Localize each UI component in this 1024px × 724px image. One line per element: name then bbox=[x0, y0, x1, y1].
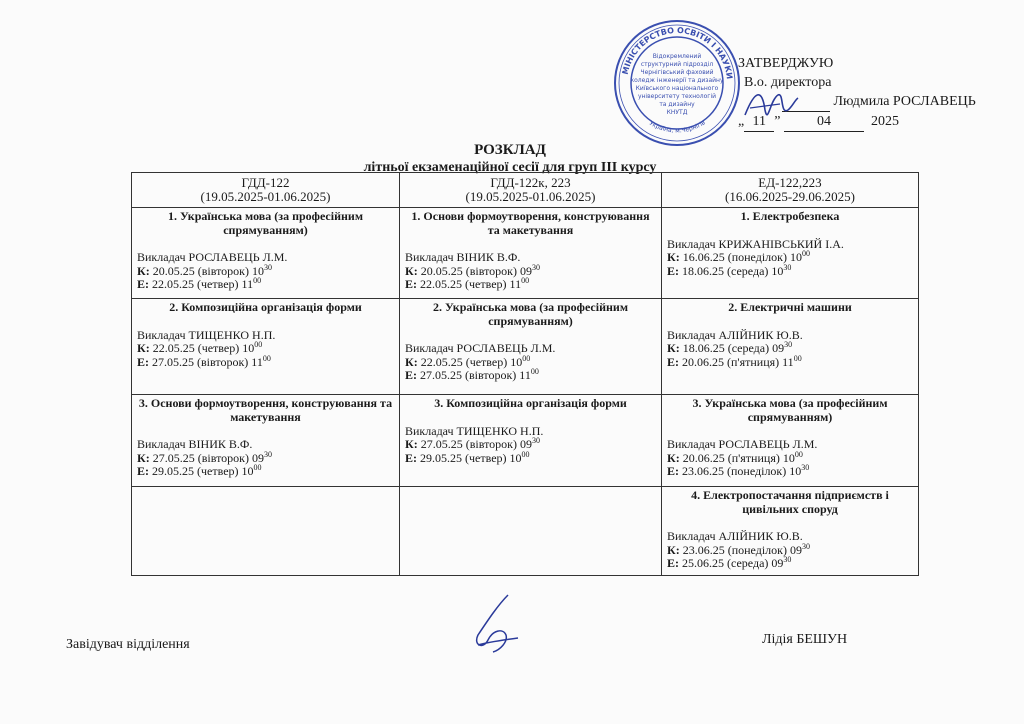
group-name: ГДД-122к, 223 bbox=[490, 175, 571, 190]
group-name: ЕД-122,223 bbox=[758, 175, 822, 190]
title-text: РОЗКЛАД bbox=[474, 142, 546, 158]
schedule-cell bbox=[662, 487, 919, 576]
schedule-cell bbox=[132, 487, 400, 576]
schedule-cell bbox=[662, 395, 919, 487]
k-time-sup: 00 bbox=[801, 249, 810, 258]
e-time-sup: 00 bbox=[253, 276, 262, 285]
e-label: Е: bbox=[405, 368, 417, 382]
k-label: К: bbox=[667, 250, 680, 264]
k-label: К: bbox=[405, 263, 418, 278]
table-header-row bbox=[132, 173, 919, 208]
e-time-sup: 00 bbox=[530, 367, 539, 376]
e-time-sup: 00 bbox=[262, 353, 271, 363]
e-label: Е: bbox=[667, 464, 679, 478]
approval-month: 04 bbox=[784, 112, 864, 132]
e-date-text: 18.06.25 (середа) 10 bbox=[682, 263, 784, 278]
teacher-name: Викладач АЛІЙНИК Ю.В. bbox=[667, 529, 803, 543]
approval-date: „ 11 ” 04 2025 bbox=[738, 112, 1008, 132]
exam-date bbox=[405, 369, 656, 383]
teacher-name: Викладач ТИЩЕНКО Н.П. bbox=[137, 327, 276, 342]
e-time-sup: 00 bbox=[793, 353, 802, 363]
exam-date bbox=[137, 465, 394, 479]
schedule-cell bbox=[132, 395, 400, 487]
e-label: Е: bbox=[405, 450, 417, 465]
exam-date bbox=[667, 262, 913, 279]
consultation-date bbox=[405, 262, 656, 279]
table-row bbox=[132, 208, 919, 299]
e-label: Е: bbox=[405, 277, 417, 291]
k-label: К: bbox=[137, 263, 150, 278]
k-time-sup: 00 bbox=[794, 449, 803, 459]
group-name: ГДД-122 bbox=[241, 175, 290, 190]
e-date-text: 22.05.25 (четвер) 11 bbox=[152, 277, 254, 291]
k-date-text: 27.05.25 (вівторок) 09 bbox=[420, 437, 532, 451]
k-label: К: bbox=[405, 437, 418, 451]
schedule-cell bbox=[400, 208, 662, 299]
subject-title: 1. Електробезпека bbox=[740, 209, 840, 223]
schedule-cell bbox=[400, 395, 662, 487]
svg-text:та дизайну: та дизайну bbox=[659, 101, 695, 108]
k-date-text: 20.05.25 (вівторок) 09 bbox=[420, 263, 532, 278]
official-seal-icon bbox=[612, 18, 742, 148]
consultation-date bbox=[667, 342, 913, 356]
k-date-text: 20.06.25 (п'ятниця) 10 bbox=[682, 450, 795, 465]
k-time-sup: 30 bbox=[784, 340, 793, 349]
head-signature-icon bbox=[458, 590, 528, 665]
approver-position: В.о. директора bbox=[744, 75, 832, 90]
subject-title: 3. Українська мова (за професійним спрямуванням) bbox=[692, 396, 888, 424]
schedule-cell bbox=[132, 299, 400, 395]
exam-date bbox=[667, 353, 913, 370]
consultation-date bbox=[405, 438, 656, 452]
footer-name: Лідія БЕШУН bbox=[762, 632, 848, 647]
e-label: Е: bbox=[667, 263, 679, 278]
k-date-text: 23.06.25 (понеділок) 09 bbox=[682, 542, 802, 557]
table-row bbox=[132, 487, 919, 576]
e-date-text: 20.06.25 (п'ятниця) 11 bbox=[682, 354, 794, 369]
e-label: Е: bbox=[137, 277, 149, 291]
teacher-name: Викладач ВІНИК В.Ф. bbox=[137, 437, 253, 451]
k-label: К: bbox=[667, 341, 680, 355]
exam-date bbox=[405, 449, 656, 466]
teacher-name: Викладач КРИЖАНІВСЬКИЙ І.А. bbox=[667, 236, 844, 251]
footer-position: Завідувач відділення bbox=[66, 637, 190, 652]
teacher-name: Викладач РОСЛАВЕЦЬ Л.М. bbox=[667, 437, 818, 451]
exam-date bbox=[667, 557, 913, 571]
schedule-cell bbox=[132, 208, 400, 299]
e-time-sup: 30 bbox=[801, 463, 810, 472]
approver-name: Людмила РОСЛАВЕЦЬ bbox=[833, 94, 976, 109]
group-period: (16.06.2025-29.06.2025) bbox=[725, 189, 855, 204]
exam-schedule-table bbox=[131, 172, 919, 576]
k-time-sup: 00 bbox=[254, 340, 263, 349]
teacher-name: Викладач РОСЛАВЕЦЬ Л.М. bbox=[405, 341, 556, 355]
subject-title: 1. Основи формоутворення, конструювання та макетування bbox=[411, 209, 650, 237]
e-time-sup: 00 bbox=[521, 276, 530, 285]
document-title bbox=[300, 142, 720, 176]
e-date-text: 25.06.25 (середа) 09 bbox=[682, 556, 784, 570]
subject-title: 3. Композиційна організація форми bbox=[434, 396, 627, 410]
subject-title: 2. Композиційна організація форми bbox=[169, 300, 362, 314]
subject-title: 3. Основи формоутворення, конструювання та макетування bbox=[138, 396, 393, 424]
svg-text:коледж інженерії та дизайну: коледж інженерії та дизайну bbox=[630, 77, 724, 84]
approve-label: ЗАТВЕРДЖУЮ bbox=[738, 56, 834, 71]
approval-day: 11 bbox=[744, 112, 774, 132]
k-label: К: bbox=[667, 542, 680, 557]
schedule-cell bbox=[400, 487, 662, 576]
e-time-sup: 00 bbox=[521, 449, 530, 459]
exam-date bbox=[137, 353, 394, 370]
e-date-text: 22.05.25 (четвер) 11 bbox=[420, 277, 522, 291]
k-label: К: bbox=[137, 341, 150, 355]
e-label: Е: bbox=[137, 464, 149, 478]
k-label: К: bbox=[405, 354, 418, 369]
column-header bbox=[400, 173, 662, 208]
e-date-text: 23.06.25 (понеділок) 10 bbox=[682, 464, 802, 478]
table-row bbox=[132, 395, 919, 487]
subject-title: 1. Українська мова (за професійним спрямуванням) bbox=[167, 209, 364, 237]
k-date-text: 22.05.25 (четвер) 10 bbox=[420, 354, 523, 369]
column-header bbox=[662, 173, 919, 208]
subject-title: 2. Українська мова (за професійним спрямуванням) bbox=[432, 300, 629, 328]
table-row bbox=[132, 299, 919, 395]
k-date-text: 22.05.25 (четвер) 10 bbox=[152, 341, 255, 355]
e-label: Е: bbox=[667, 354, 679, 369]
k-time-sup: 30 bbox=[263, 262, 272, 272]
k-label: К: bbox=[137, 450, 150, 465]
k-time-sup: 30 bbox=[801, 541, 810, 551]
k-date-text: 27.05.25 (вівторок) 09 bbox=[152, 450, 264, 465]
schedule-cell bbox=[400, 299, 662, 395]
k-date-text: 20.05.25 (вівторок) 10 bbox=[152, 263, 264, 278]
subject-title: 2. Електричні машини bbox=[728, 300, 852, 314]
consultation-date bbox=[137, 262, 394, 279]
svg-text:КНУТД: КНУТД bbox=[666, 109, 688, 116]
consultation-date bbox=[667, 449, 913, 466]
e-date-text: 27.05.25 (вівторок) 11 bbox=[420, 368, 531, 382]
k-date-text: 16.06.25 (понеділок) 10 bbox=[682, 250, 802, 264]
group-period: (19.05.2025-01.06.2025) bbox=[465, 189, 596, 204]
svg-text:Чернігівський фаховий: Чернігівський фаховий bbox=[640, 69, 714, 76]
e-time-sup: 00 bbox=[253, 463, 262, 472]
schedule-cell bbox=[662, 208, 919, 299]
svg-text:Відокремлений: Відокремлений bbox=[652, 53, 702, 60]
e-date-text: 29.05.25 (четвер) 10 bbox=[152, 464, 254, 478]
teacher-name: Викладач РОСЛАВЕЦЬ Л.М. bbox=[137, 250, 288, 264]
teacher-name: Викладач ТИЩЕНКО Н.П. bbox=[405, 423, 544, 438]
exam-date bbox=[405, 278, 656, 292]
approval-year: 2025 bbox=[870, 114, 899, 129]
svg-text:структурний підрозділ: структурний підрозділ bbox=[640, 61, 714, 68]
e-label: Е: bbox=[667, 556, 679, 570]
schedule-cell bbox=[662, 299, 919, 395]
e-date-text: 29.05.25 (четвер) 10 bbox=[420, 450, 522, 465]
k-time-sup: 00 bbox=[522, 353, 531, 363]
exam-date bbox=[667, 465, 913, 479]
e-time-sup: 30 bbox=[783, 262, 792, 272]
k-time-sup: 30 bbox=[531, 436, 540, 445]
group-period: (19.05.2025-01.06.2025) bbox=[200, 189, 331, 204]
e-label: Е: bbox=[137, 354, 149, 369]
subtitle-text: літньої екзаменаційної сесії для груп ІІІ курсу bbox=[363, 160, 657, 175]
consultation-date bbox=[137, 449, 394, 466]
svg-text:Україна, м.Чернігів: Україна, м.Чернігів bbox=[647, 119, 707, 135]
k-date-text: 18.06.25 (середа) 09 bbox=[682, 341, 785, 355]
svg-text:МІНІСТЕРСТВО ОСВІТИ І НАУКИ: МІНІСТЕРСТВО ОСВІТИ І НАУКИ bbox=[620, 25, 734, 80]
exam-date bbox=[137, 278, 394, 292]
k-time-sup: 30 bbox=[263, 449, 272, 459]
k-label: К: bbox=[667, 450, 680, 465]
e-time-sup: 30 bbox=[783, 555, 792, 564]
e-date-text: 27.05.25 (вівторок) 11 bbox=[152, 354, 263, 369]
k-time-sup: 30 bbox=[531, 262, 540, 272]
subject-title: 4. Електропостачання підприємств і цивільних споруд bbox=[691, 488, 889, 516]
director-signature-icon bbox=[740, 80, 800, 130]
column-header bbox=[132, 173, 400, 208]
teacher-name: Викладач АЛІЙНИК Ю.В. bbox=[667, 327, 803, 342]
svg-text:університету технологій: університету технологій bbox=[637, 93, 717, 100]
svg-text:Київського національного: Київського національного bbox=[635, 85, 719, 92]
teacher-name: Викладач ВІНИК В.Ф. bbox=[405, 250, 521, 264]
